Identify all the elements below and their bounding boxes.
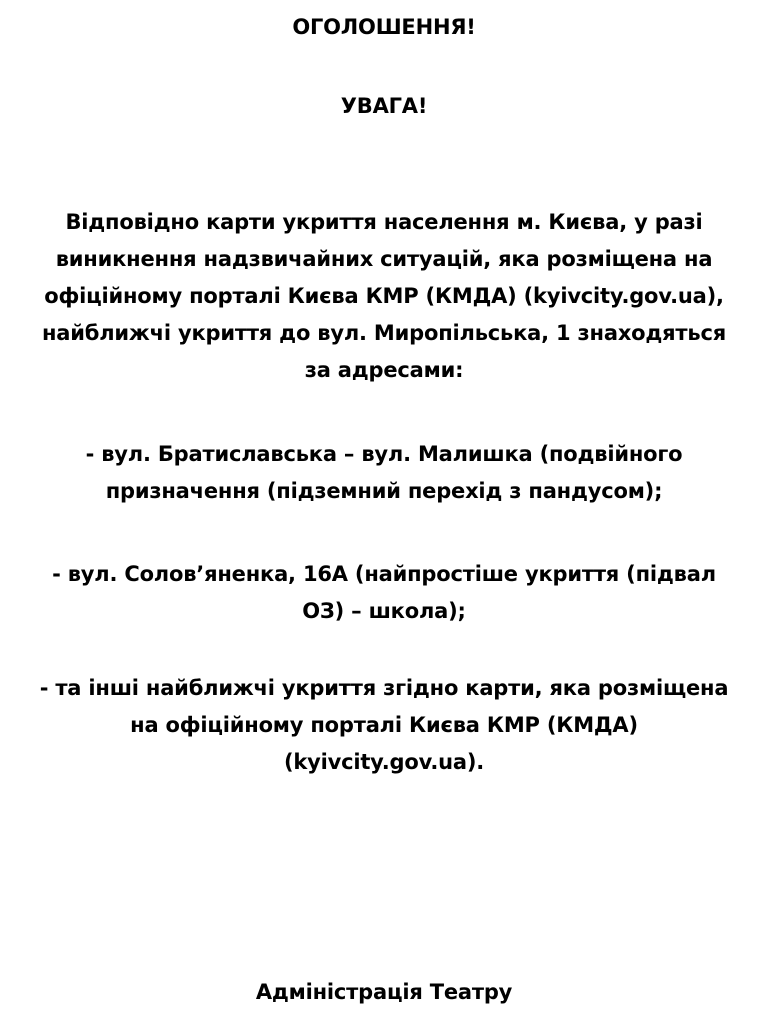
shelter-item-others — [0, 670, 768, 781]
intro-line: Відповідно карти укриття населення м. Києва, у разі — [65, 210, 703, 234]
intro-line: найближчі укриття до вул. Миропільська, 1 знаходяться — [41, 321, 727, 345]
shelter-item-line: - та інші найближчі укриття згідно карти, яка розміщена — [39, 676, 729, 700]
shelter-item-line: - вул. Солов’яненка, 16А (найпростіше укриття (підвал — [52, 562, 716, 586]
intro-paragraph — [0, 204, 768, 389]
shelter-item-line: - вул. Братиславська – вул. Малишка (подвійного — [85, 442, 683, 466]
shelter-item-line: на офіційному порталі Києва КМР (КМДА) — [130, 713, 638, 737]
shelter-item-line: ОЗ) – школа); — [302, 599, 466, 623]
shelter-item-solovianenka — [0, 556, 768, 630]
shelter-item-bratyslavska — [0, 436, 768, 510]
attention-heading: УВАГА! — [340, 94, 428, 118]
shelter-item-line: призначення (підземний перехід з пандусом); — [105, 479, 663, 503]
intro-line: виникнення надзвичайних ситуацій, яка розміщена на — [55, 247, 713, 271]
intro-line: за адресами: — [304, 358, 464, 382]
intro-line: офіційному порталі Києва КМР (КМДА) (kyivcity.gov.ua), — [44, 284, 724, 308]
signature: Адміністрація Театру — [255, 980, 513, 1004]
shelter-item-line: (kyivcity.gov.ua). — [283, 750, 485, 774]
notice-title: ОГОЛОШЕННЯ! — [292, 15, 476, 39]
